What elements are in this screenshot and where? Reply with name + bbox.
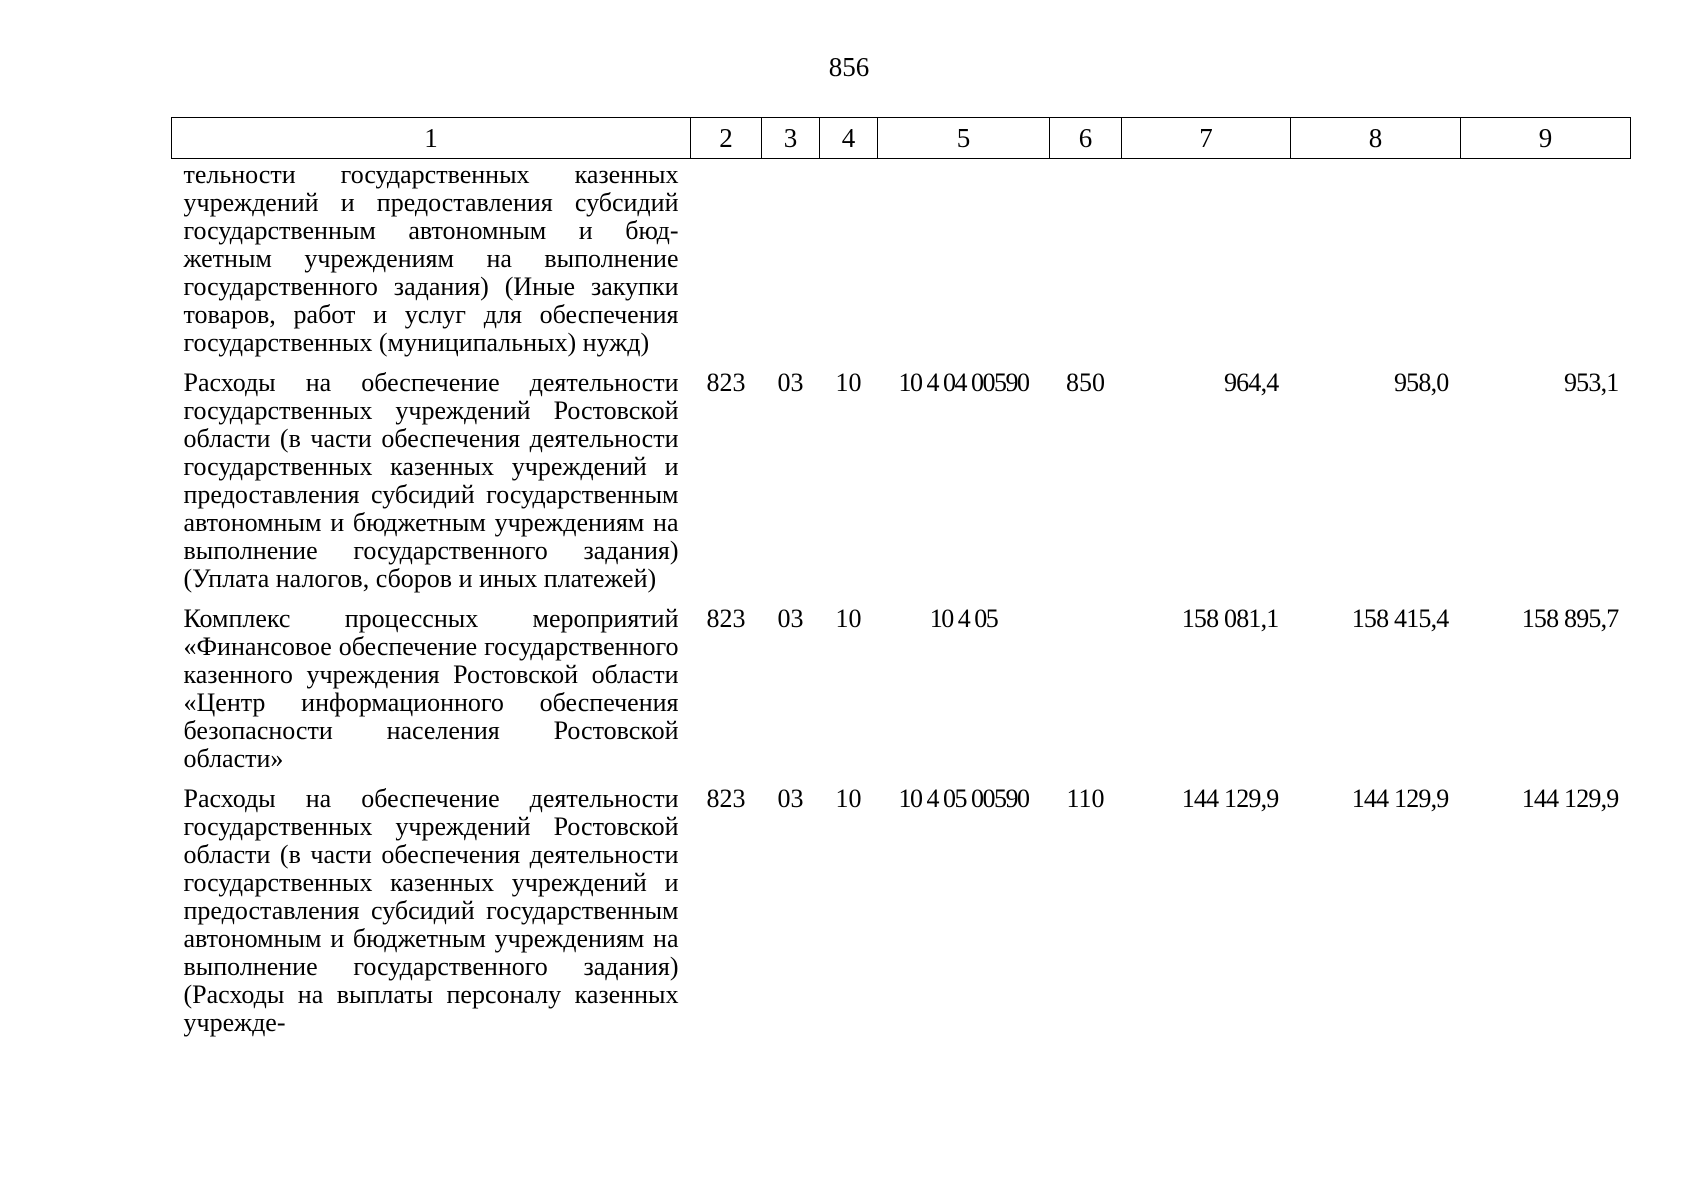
table-header bbox=[172, 118, 1631, 159]
expense-type-code: 850 bbox=[1066, 368, 1105, 397]
page-number: 856 bbox=[828, 52, 870, 82]
amount-year-3: 144 129,9 bbox=[1521, 784, 1619, 813]
expense-type-code: 110 bbox=[1066, 784, 1105, 813]
table-row bbox=[172, 369, 1631, 605]
ved-code: 823 bbox=[706, 604, 746, 633]
amount-year-2: 158 415,4 bbox=[1351, 604, 1449, 633]
amount-year-1 bbox=[1122, 159, 1291, 370]
subsection-code: 10 bbox=[835, 368, 862, 397]
ved-code: 823 bbox=[706, 784, 746, 813]
amount-year-2: 144 129,9 bbox=[1351, 784, 1449, 813]
amount-year-1: 144 129,9 bbox=[1181, 784, 1279, 813]
column-header-3: 3 bbox=[762, 118, 820, 159]
amount-year-3 bbox=[1461, 159, 1631, 370]
column-header-6: 6 bbox=[1050, 118, 1122, 159]
target-article-code: 10 4 05 bbox=[929, 604, 998, 633]
budget-table bbox=[171, 117, 1631, 1049]
column-header-5: 5 bbox=[878, 118, 1050, 159]
amount-year-2: 958,0 bbox=[1393, 368, 1449, 397]
row-name: Расходы на обеспечение деятельности государственных учреждений Ростовской области (в части обеспечения деятельности государственных казенных учреждений и предоставления субсидий государственным автономным и бюджетным учреждениям на выполнение государственного задания) (Расходы на выплаты персоналу казенных учрежде- bbox=[183, 784, 679, 1037]
table-row bbox=[172, 785, 1631, 1049]
amount-year-2 bbox=[1291, 159, 1461, 370]
target-article-code: 10 4 04 00590 bbox=[898, 368, 1029, 397]
section-code: 03 bbox=[777, 604, 804, 633]
column-numbers-row bbox=[172, 118, 1631, 159]
table-row bbox=[172, 605, 1631, 785]
row-name: Комплекс процессных мероприятий «Финансовое обеспечение государственного казенного учреждения Ростовской области «Центр информационного обеспечения безопасности населения Ростовской области» bbox=[183, 604, 679, 773]
section-code: 03 bbox=[777, 784, 804, 813]
column-header-8: 8 bbox=[1291, 118, 1461, 159]
amount-year-3: 158 895,7 bbox=[1521, 604, 1619, 633]
subsection-code: 10 bbox=[835, 784, 862, 813]
subsection-code bbox=[820, 159, 878, 370]
column-header-9: 9 bbox=[1461, 118, 1631, 159]
column-header-1: 1 bbox=[172, 118, 691, 159]
ved-code bbox=[691, 159, 762, 370]
target-article-code bbox=[878, 159, 1050, 370]
section-code bbox=[762, 159, 820, 370]
expense-type-code bbox=[1050, 159, 1122, 370]
amount-year-1: 964,4 bbox=[1223, 368, 1279, 397]
amount-year-3: 953,1 bbox=[1563, 368, 1619, 397]
row-name: Расходы на обеспечение деятельности государственных учреждений Ростовской области (в части обеспечения деятельности государственных казенных учреждений и предоставления субсидий государственным автономным и бюджетным учреждениям на выполнение государственного задания) (Уплата налогов, сборов и иных платежей) bbox=[183, 368, 679, 593]
section-code: 03 bbox=[777, 368, 804, 397]
subsection-code: 10 bbox=[835, 604, 862, 633]
expense-type-code bbox=[1050, 605, 1122, 785]
ved-code: 823 bbox=[706, 368, 746, 397]
column-header-4: 4 bbox=[820, 118, 878, 159]
table-row bbox=[172, 159, 1631, 370]
column-header-7: 7 bbox=[1122, 118, 1291, 159]
column-header-2: 2 bbox=[691, 118, 762, 159]
amount-year-1: 158 081,1 bbox=[1181, 604, 1279, 633]
target-article-code: 10 4 05 00590 bbox=[898, 784, 1029, 813]
row-name: тельности государственных казенных учреждений и предоставления субсидий государственным автономным и бюджетным учреждениям на выполнение государственного задания) (Иные закупки товаров, работ и услуг для обеспечения государственных (муниципальных) нужд) bbox=[183, 160, 679, 357]
